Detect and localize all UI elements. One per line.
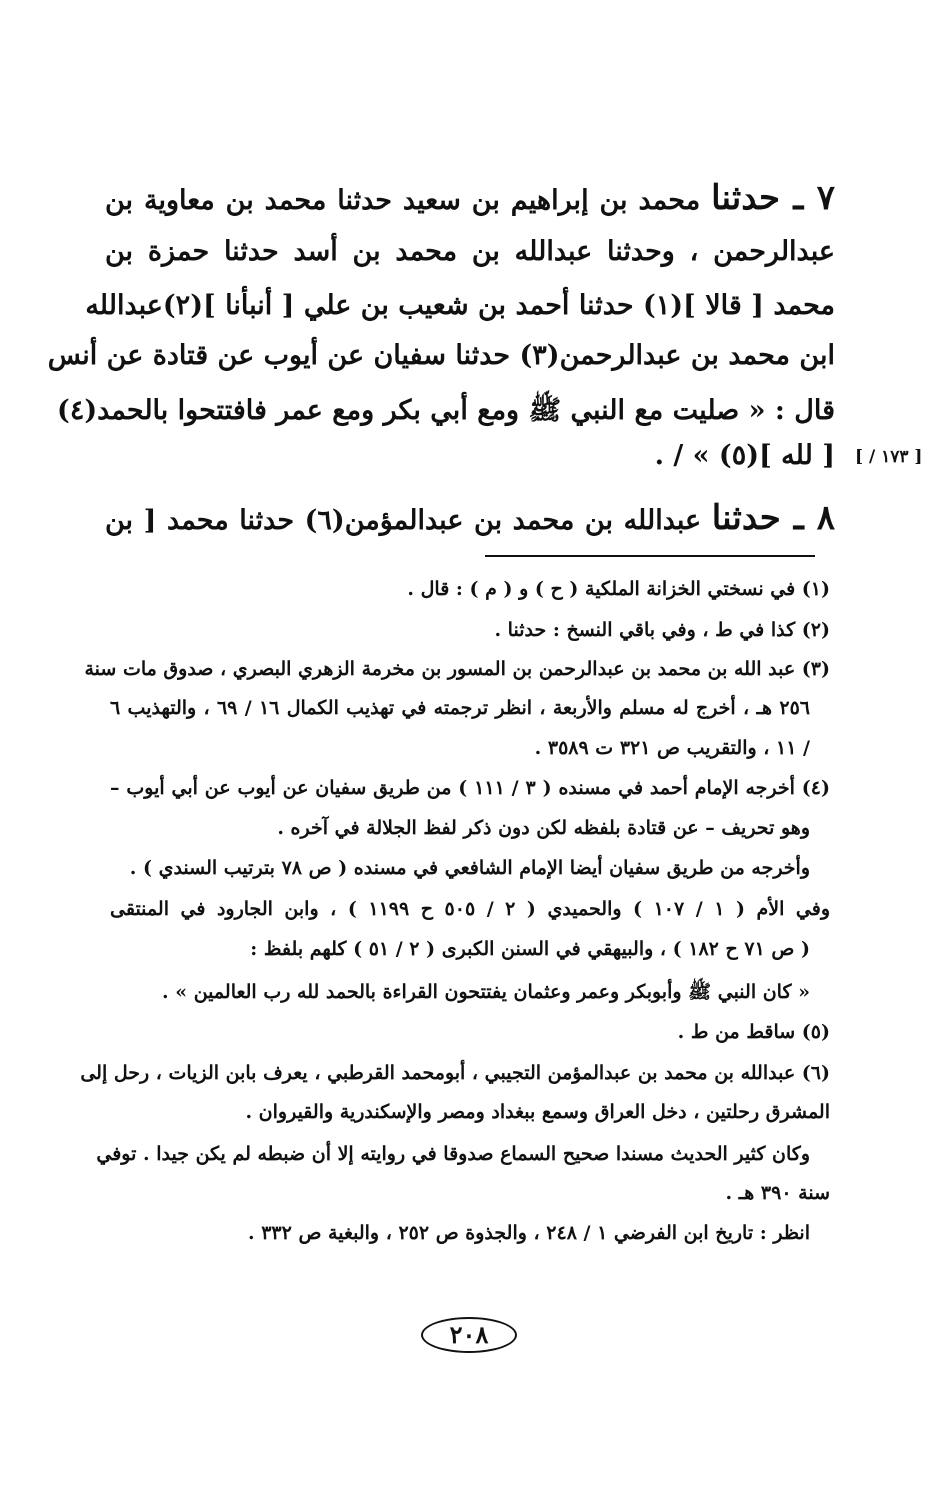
footnote-4-line-2: وهو تحريف – عن قتادة بلفظه لكن دون ذكر لفظ الجلالة في آخره . [277,817,810,839]
footnote-6-line-1: (٦) عبدالله بن محمد بن عبدالمؤمن التجيبي ، أبومحمد القرطبي ، يعرف بابن الزيات ، رحل إلى [80,1062,830,1084]
footnote-3-line-3: / ١١ ، والتقريب ص ٣٢١ ت ٣٥٨٩ . [534,737,810,759]
footnote-3-line-1: (٣) عبد الله بن محمد بن عبدالرحمن بن المسور بن مخرمة الزهري البصري ، صدوق مات سنة [84,658,830,680]
main-text-line-4: ابن محمد بن عبدالرحمن(٣) حدثنا سفيان عن أيوب عن قتادة عن أنس [47,340,835,371]
footnote-4-line-1: (٤) أخرجه الإمام أحمد في مسنده ( ٣ / ١١١ ) من طريق سفيان عن أيوب عن أبي أيوب – [110,777,830,799]
main-text-line-6: [ لله ](٥) » / . [654,440,835,471]
footnote-separator [485,555,815,557]
footnote-6-line-5: انظر : تاريخ ابن الفرضي ١ / ٢٤٨ ، والجذوة ص ٢٥٢ ، والبغية ص ٣٣٢ . [247,1222,810,1244]
footnote-4-line-5: ( ص ٧١ ح ١٨٢ ) ، والبيهقي في السنن الكبرى ( ٢ / ٥١ ) كلهم بلفظ : [250,938,810,960]
hadith-keyword-7: ٧ ـ حدثنا [711,178,836,218]
main-line-text: عبدالله بن محمد بن عبدالمؤمن(٦) حدثنا محمد [ بن [105,505,702,536]
footnote-4-quote: « كان النبي ﷺ وأبوبكر وعمر وعثمان يفتتحون القراءة بالحمد لله رب العالمين » . [162,981,810,1003]
main-text-line-2: عبدالرحمن ، وحدثنا عبدالله بن محمد بن أسد حدثنا حمزة بن [105,236,835,267]
footnote-5: (٥) ساقط من ط . [677,1021,830,1043]
main-text-line-5: قال : « صليت مع النبي ﷺ ومع أبي بكر ومع عمر فافتتحوا بالحمد(٤) [57,395,835,426]
footnote-4-line-3: وأخرجه من طريق سفيان أيضا الإمام الشافعي في مسنده ( ص ٧٨ بترتيب السندي ) . [129,857,810,879]
main-text-line-7 [105,498,835,538]
footnote-6-line-2: المشرق رحلتين ، دخل العراق وسمع ببغداد ومصر والإسكندرية والقيروان . [245,1101,830,1123]
main-text-line-3: محمد [ قالا ](١) حدثنا أحمد بن شعيب بن علي [ أنبأنا ](٢)عبدالله [85,290,835,321]
main-line-text: محمد بن إبراهيم بن سعيد حدثنا محمد بن معاوية بن [105,185,701,216]
footnote-6-line-4: سنة ٣٩٠ هـ . [725,1182,830,1204]
main-text-line-1 [105,178,835,218]
footnote-3-line-2: ٢٥٦ هـ ، أخرج له مسلم والأربعة ، انظر ترجمته في تهذيب الكمال ١٦ / ٦٩ ، والتهذيب ٦ [110,697,810,719]
margin-folio-reference: [ ١٧٣ / ] [855,447,923,467]
footnote-6-line-3: وكان كثير الحديث مسندا صحيح السماع صدوقا في روايته إلا أن ضبطه لم يكن جيدا . توفي [96,1143,810,1165]
footnote-1: (١) في نسختي الخزانة الملكية ( ح ) و ( م ) : قال . [407,578,830,600]
page-number: ٢٠٨ [421,1317,517,1353]
footnote-4-line-4: وفي الأم ( ١ / ١٠٧ ) والحميدي ( ٢ / ٥٠٥ ح ١١٩٩ ) ، وابن الجارود في المنتقى [110,898,831,920]
footnote-2: (٢) كذا في ط ، وفي باقي النسخ : حدثنا . [494,619,830,641]
hadith-keyword-8: ٨ ـ حدثنا [711,498,835,538]
